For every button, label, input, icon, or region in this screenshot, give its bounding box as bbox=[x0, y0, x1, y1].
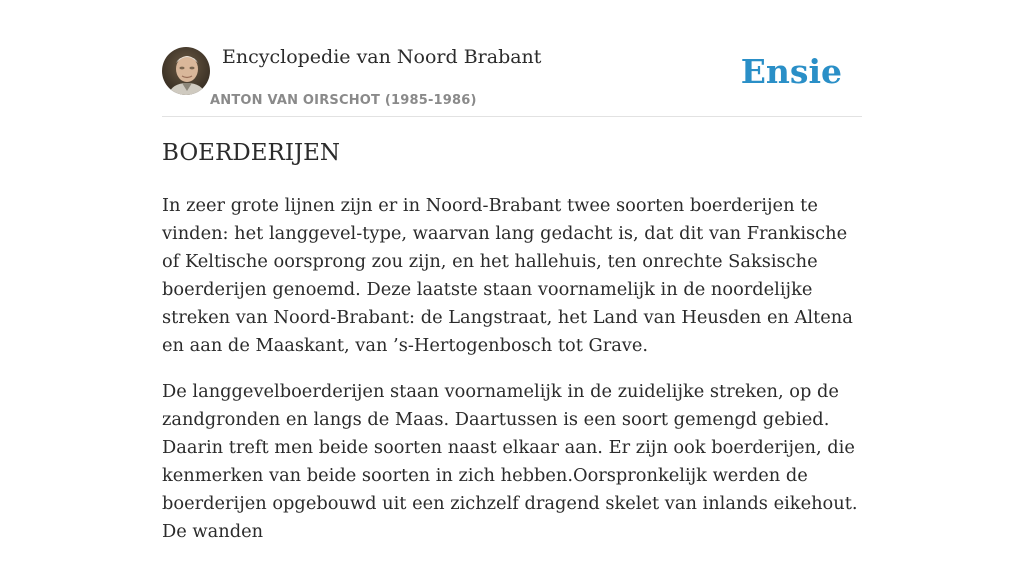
author-avatar bbox=[162, 47, 210, 95]
paragraph: In zeer grote lijnen zijn er in Noord-Brabant twee soorten boerderijen te vinden: het langgevel-type, waarvan lang gedacht is, dat dit van Frankische of Keltische oorsprong zou zijn, en het hallehuis, ten onrechte Saksische boerderijen genoemd. Deze laatste staan voornamelijk in de noordelijke streken van Noord-Brabant: de Langstraat, het Land van Heusden en Altena en aan de Maaskant, van ’s-Hertogenbosch tot Grave. bbox=[162, 195, 853, 356]
page bbox=[162, 0, 862, 542]
article-body bbox=[162, 192, 862, 564]
author-portrait-image bbox=[162, 47, 210, 95]
paragraph: De langgevelboerderijen staan voornamelijk in de zuidelijke streken, op de zandgronden en langs de Maas. Daartussen is een soort gemengd gebied. Daarin treft men beide soorten naast elkaar aan. Er zijn ook boerderijen, die kenmerken van beide soorten in zich hebben.Oorspronkelijk werden de boerderijen opgebouwd uit een zichzelf dragend skelet van inlands eikehout. De wanden bbox=[162, 381, 858, 542]
entry-title: BOERDERIJEN bbox=[162, 140, 341, 166]
header bbox=[162, 0, 862, 117]
ensie-logo[interactable]: Ensie bbox=[740, 52, 842, 91]
book-title[interactable]: Encyclopedie van Noord Brabant bbox=[222, 46, 542, 68]
author-name[interactable]: ANTON VAN OIRSCHOT (1985-1986) bbox=[210, 93, 477, 108]
